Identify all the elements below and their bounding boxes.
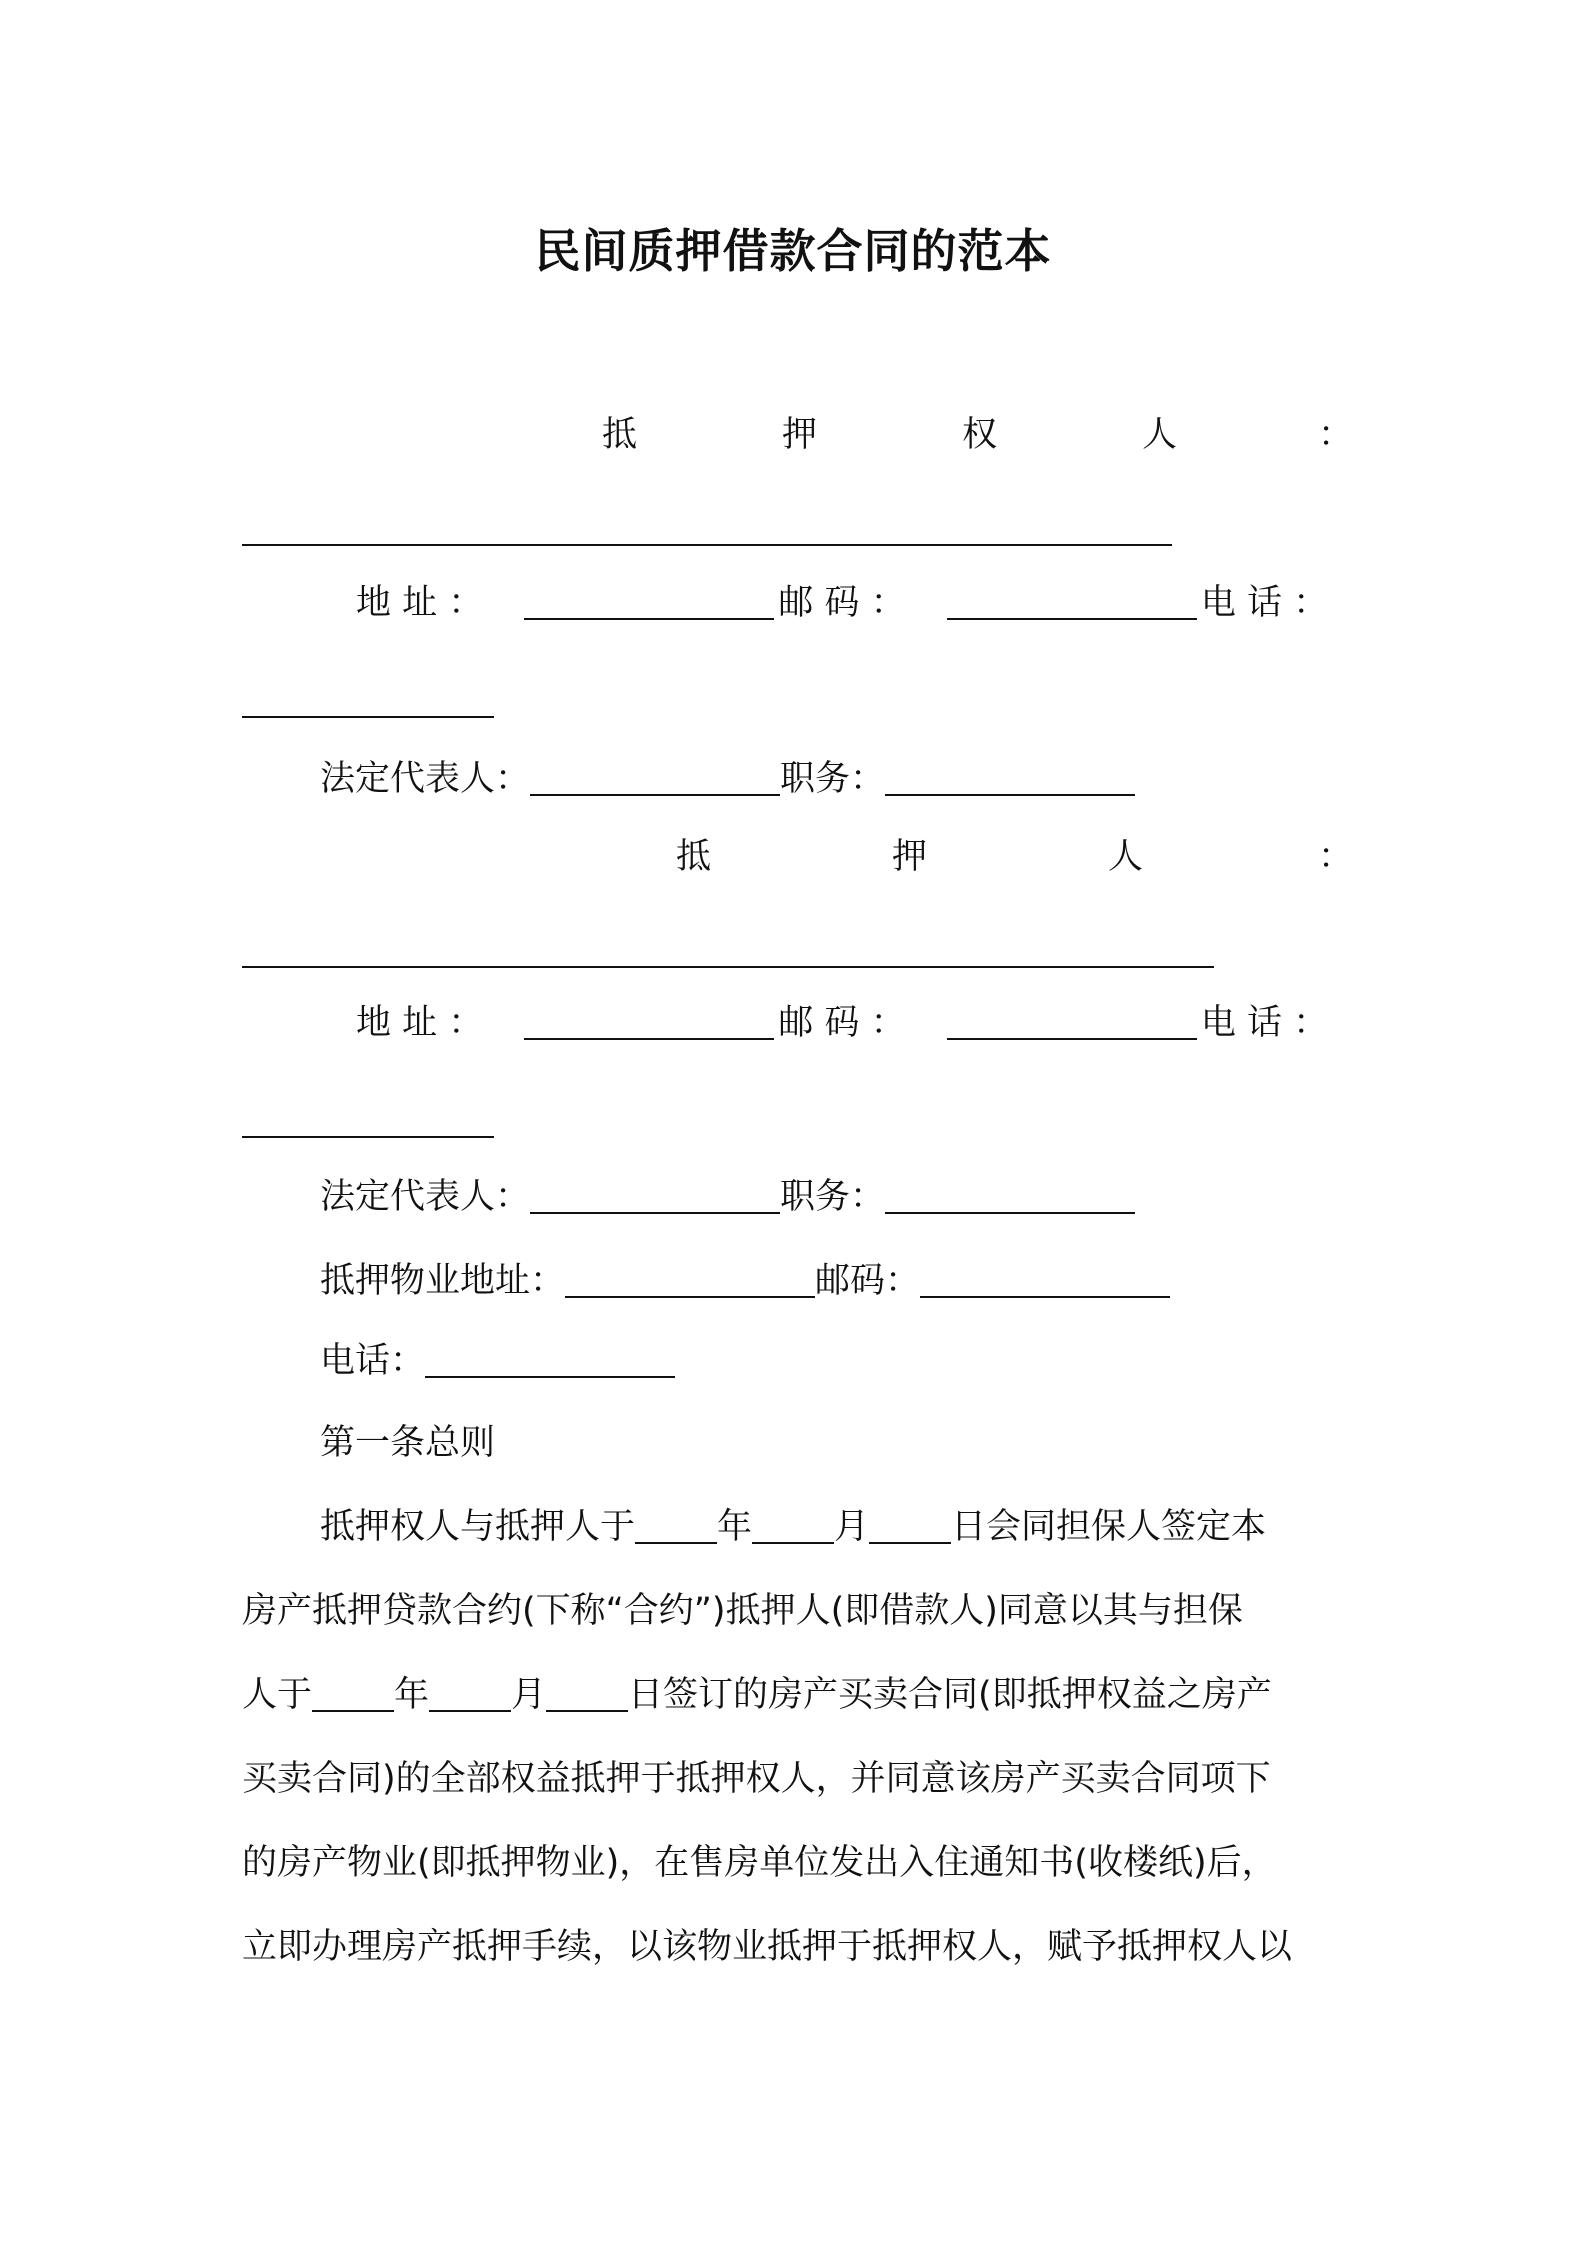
- property-postcode-label: 邮码：: [815, 1261, 921, 1301]
- pledgor-phone-blank[interactable]: [242, 1136, 494, 1138]
- pledgee-address-blank[interactable]: [524, 618, 774, 620]
- article1-year-1: 年: [717, 1507, 753, 1547]
- article1-day-blank-2[interactable]: [546, 1710, 628, 1712]
- pledgor-address-label: 地 址 ：: [356, 1003, 484, 1043]
- pledgee-contact-row: [356, 580, 1328, 626]
- pledgor-postcode-blank[interactable]: [947, 1038, 1197, 1040]
- article1-month-blank-2[interactable]: [429, 1710, 511, 1712]
- pledgor-legal-rep-blank[interactable]: [530, 1212, 780, 1214]
- pledgor-position-blank[interactable]: [885, 1212, 1135, 1214]
- article1-year-blank-1[interactable]: [635, 1542, 717, 1544]
- property-address-row: [320, 1258, 1170, 1304]
- pledgor-address-blank[interactable]: [524, 1038, 774, 1040]
- article1-month-blank-1[interactable]: [752, 1542, 834, 1544]
- property-phone-blank[interactable]: [425, 1376, 675, 1378]
- article1-month-2: 月: [511, 1675, 547, 1715]
- pledgee-label-colon: ：: [1318, 415, 1354, 455]
- article1-month-1: 月: [834, 1507, 870, 1547]
- property-phone-label: 电话：: [320, 1341, 426, 1381]
- article1-heading: 第一条总则: [320, 1423, 496, 1463]
- document-title: 民间质押借款合同的范本: [534, 224, 1052, 278]
- property-address-blank[interactable]: [565, 1296, 815, 1298]
- article1-p1-a: 抵押权人与抵押人于: [320, 1507, 636, 1547]
- pledgor-label-char-1: 抵: [676, 837, 712, 877]
- article1-line3-b: 日签订的房产买卖合同(即抵押权益之房产: [628, 1675, 1272, 1715]
- pledgor-name-blank[interactable]: [242, 966, 1214, 968]
- property-phone-row: [320, 1338, 675, 1384]
- article1-line-5: 的房产物业(即抵押物业)，在售房单位发出入住通知书(收楼纸)后，: [242, 1843, 1277, 1883]
- pledgee-phone-label: 电 话 ：: [1200, 583, 1329, 623]
- article1-line3-a: 人于: [242, 1675, 313, 1715]
- pledgee-postcode-blank[interactable]: [947, 618, 1197, 620]
- pledgee-label-char-3: 权: [962, 415, 998, 455]
- pledgee-label-char-2: 押: [782, 415, 818, 455]
- pledgor-legal-rep-row: [320, 1174, 1135, 1220]
- article1-line-2: 房产抵押贷款合约(下称“合约”)抵押人(即借款人)同意以其与担保: [242, 1591, 1243, 1631]
- article1-line-1: [320, 1504, 1266, 1550]
- property-postcode-blank[interactable]: [920, 1296, 1170, 1298]
- article1-year-2: 年: [394, 1675, 430, 1715]
- pledgor-legal-rep-label: 法定代表人：: [320, 1177, 531, 1217]
- pledgee-legal-rep-blank[interactable]: [530, 794, 780, 796]
- pledgee-phone-blank[interactable]: [242, 716, 494, 718]
- pledgee-legal-rep-row: [320, 756, 1135, 802]
- property-address-label: 抵押物业地址：: [320, 1261, 566, 1301]
- pledgor-label-char-3: 人: [1108, 837, 1144, 877]
- article1-year-blank-2[interactable]: [312, 1710, 394, 1712]
- pledgor-position-label: 职务：: [780, 1177, 886, 1217]
- article1-line-3: [242, 1672, 1272, 1718]
- article1-p1-b: 日会同担保人签定本: [951, 1507, 1267, 1547]
- article1-line-6: 立即办理房产抵押手续，以该物业抵押于抵押权人，赋予抵押权人以: [242, 1927, 1293, 1967]
- pledgor-contact-row: [356, 1000, 1328, 1046]
- pledgee-label-char-1: 抵: [602, 415, 638, 455]
- pledgor-postcode-label: 邮 码 ：: [778, 1003, 906, 1043]
- pledgee-position-blank[interactable]: [885, 794, 1135, 796]
- pledgee-name-blank[interactable]: [242, 544, 1172, 546]
- pledgee-position-label: 职务：: [780, 759, 886, 799]
- pledgee-postcode-label: 邮 码 ：: [778, 583, 906, 623]
- pledgee-label-char-4: 人: [1142, 415, 1178, 455]
- pledgor-phone-label: 电 话 ：: [1200, 1003, 1329, 1043]
- pledgor-label-colon: ：: [1318, 837, 1354, 877]
- pledgee-address-label: 地 址 ：: [356, 583, 484, 623]
- pledgor-label-char-2: 押: [892, 837, 928, 877]
- article1-line-4: 买卖合同)的全部权益抵押于抵押权人，并同意该房产买卖合同项下: [242, 1759, 1271, 1799]
- article1-day-blank-1[interactable]: [869, 1542, 951, 1544]
- pledgee-legal-rep-label: 法定代表人：: [320, 759, 531, 799]
